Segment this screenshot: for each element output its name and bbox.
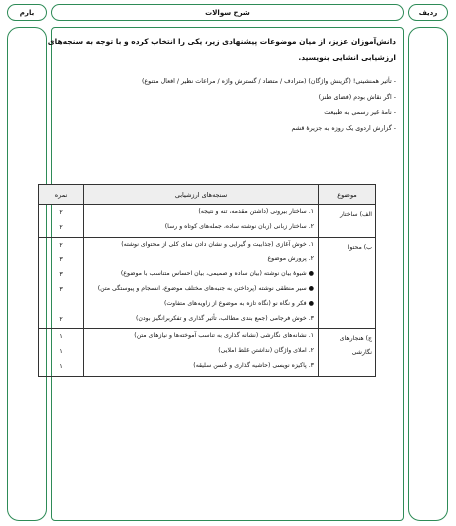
criterion-text: ● فکر و نگاه نو (نگاه تازه به موضوع از زاویه‌های متفاوت) (163, 299, 314, 307)
criterion-score: ۲ (59, 241, 63, 249)
topic-list (34, 74, 396, 136)
criterion-text: ۲. املای واژگان (نداشتن غلط املایی) (218, 347, 314, 355)
rubric-table (38, 184, 376, 377)
criterion-score: ۲ (59, 315, 63, 323)
criterion-score: ۱ (59, 362, 63, 370)
rubric-row (39, 205, 376, 238)
rubric-score-cell (39, 205, 84, 238)
rubric-topic-label: ب) محتوا (347, 243, 372, 251)
criterion-text: ۱. خوش آغازی (جذابیت و گیرایی و نشان دادن نمای کلی از محتوای نوشته) (121, 240, 314, 248)
col-header-criteria: سنجه‌های ارزشیابی (84, 185, 319, 205)
criterion-text: ۳. خوش فرجامی (جمع بندی مطالب، تأثیر گذاری و تفکربرانگیز بودن) (135, 314, 314, 322)
topic-item: - اگر نقاش بودم (فضای طنز) (318, 93, 396, 101)
topic-item: - نامهٔ غیر رسمی به طبیعت (324, 109, 396, 116)
criterion-text: ۳. پاکیزه نویسی (حاشیه گذاری و حُسن سلیقه) (193, 361, 314, 369)
criterion-score: ۳ (59, 285, 63, 293)
rubric-topic-cell (319, 205, 376, 238)
criterion-score: ۲ (59, 223, 63, 231)
header-title: شرح سوالات (51, 4, 404, 21)
criterion-score: ۳ (59, 271, 63, 279)
criterion-score: ۲ (59, 209, 63, 216)
rubric-topic-label: نگارشی (351, 349, 372, 357)
rubric-topic-cell (319, 329, 376, 376)
rubric-topic-label: ج) هنجارهای (339, 335, 372, 343)
rubric-score-cell (39, 329, 84, 376)
criterion-score: ۱ (59, 348, 63, 356)
header-score-label: بارم (7, 4, 47, 21)
rubric-header-row (39, 185, 376, 205)
criterion-score (40, 298, 82, 313)
rubric-row (39, 329, 376, 376)
rubric-criteria-cell (84, 237, 319, 329)
topic-item: - تأثیر همنشینی! (گزینش واژگان) (مترادف / متضاد / گسترش واژه / مراعات نظیر / افعال متنوع) (141, 78, 396, 85)
rubric-topic-cell (319, 237, 376, 329)
criterion-text: ● سیر منطقی نوشته (پرداختن به جنبه‌های مختلف موضوع، انسجام و پیوستگی متن) (97, 284, 314, 292)
instructions: دانش‌آموزان عزیز، از میان موضوعات پیشنهادی زیر، یکی را انتخاب کرده و با توجه به سنجه‌های ارزشیابی انشایی بنویسید. (47, 37, 396, 62)
header-row-label: ردیف (408, 4, 448, 21)
rubric-criteria-cell (84, 329, 319, 376)
rubric-topic-label: الف) ساختار (339, 211, 372, 218)
criterion-text: ۱. نشانه‌های نگارشی (نشانه گذاری به تناسب آموخته‌ها و نیازهای متن) (134, 332, 314, 340)
question-content (34, 34, 396, 136)
rubric-score-cell (39, 237, 84, 329)
row-number-column (408, 27, 448, 521)
criterion-text: ۱. ساختار بیرونی (داشتن مقدمه، تنه و نتیجه) (198, 208, 314, 215)
topic-item: - گزارش اردوی یک روزه به جزیرهٔ قشم (291, 124, 396, 132)
criterion-text: ۲. پرورش موضوع (267, 255, 314, 263)
criterion-text: ۲. ساختار زبانی (زبان نوشته ساده، جمله‌های کوتاه و رسا) (164, 222, 314, 230)
col-header-score: نمره (39, 185, 84, 205)
rubric-criteria-cell (84, 205, 319, 238)
col-header-topic: موضوع (319, 185, 376, 205)
criterion-text: ● شیوهٔ بیان نوشته (بیان ساده و صمیمی، بیان احساس متناسب با موضوع) (120, 270, 314, 278)
criterion-score: ۱ (59, 333, 63, 341)
criterion-score: ۳ (59, 256, 63, 264)
rubric-row (39, 237, 376, 329)
